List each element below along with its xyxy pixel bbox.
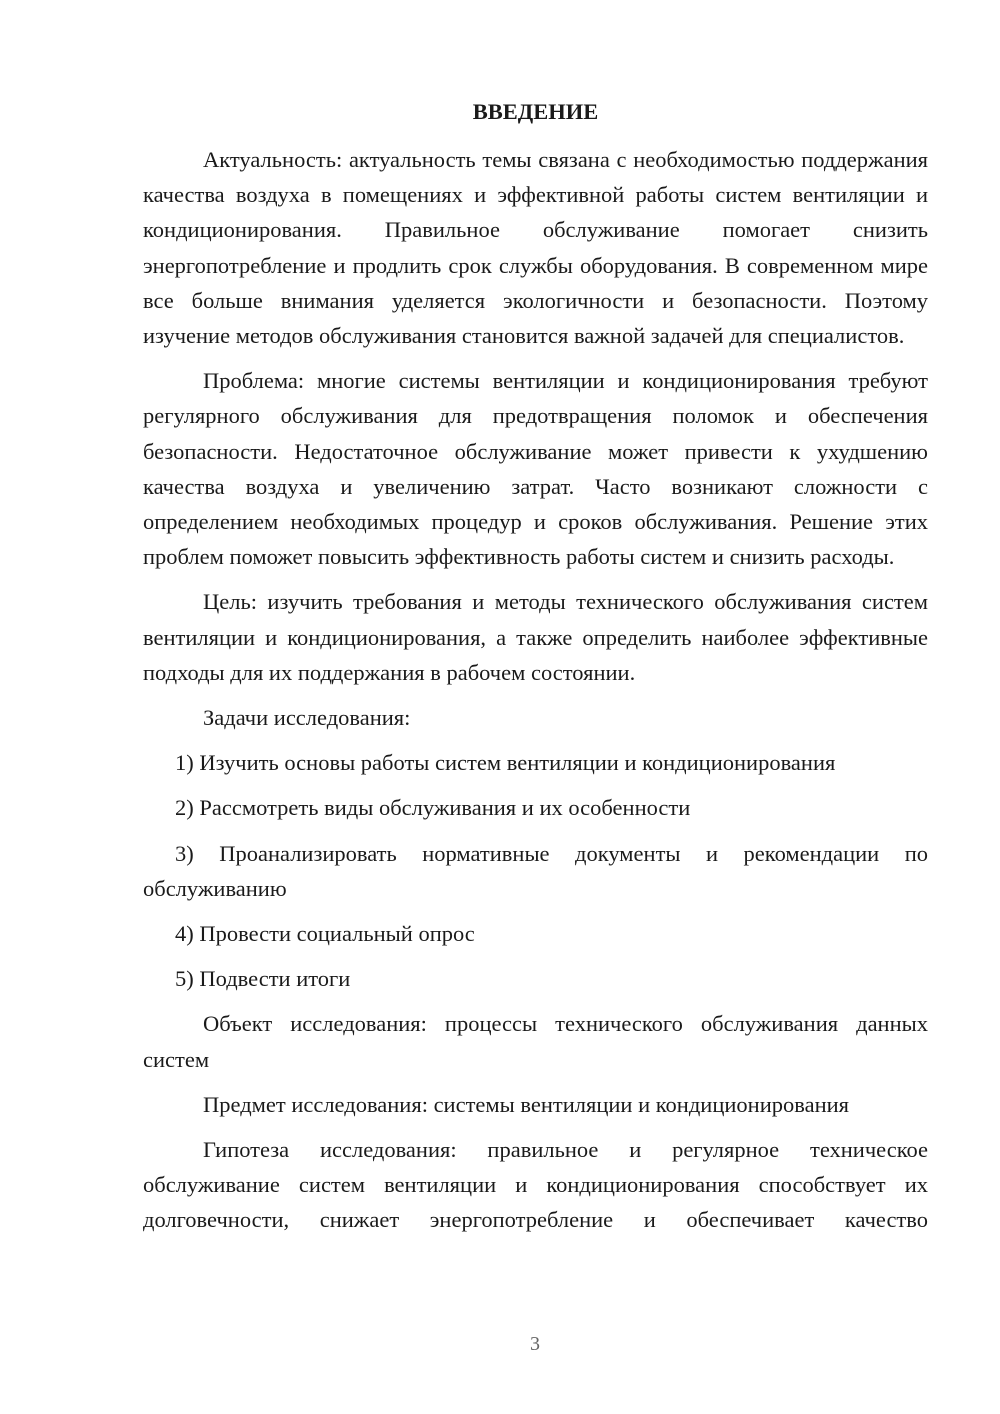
subject-paragraph: Предмет исследования: системы вентиляции и кондиционирования (203, 1091, 849, 1117)
tasks-heading: Задачи исследования: (203, 705, 411, 731)
hypothesis-paragraph: Гипотеза исследования: правильное и регулярное техническое обслуживание систем вентиляции и кондиционирования способствует их долговечности, снижает энергопотребление и обеспечивает качество (143, 1137, 928, 1233)
document-page (143, 94, 928, 1248)
section-title: ВВЕДЕНИЕ (472, 99, 599, 124)
object-paragraph: Объект исследования: процессы технического обслуживания данных систем (143, 1011, 928, 1072)
page-number: 3 (530, 1333, 540, 1355)
task-item-4: 4) Провести социальный опрос (175, 921, 475, 947)
task-item-5: 5) Подвести итоги (175, 966, 351, 992)
relevance-paragraph: Актуальность: актуальность темы связана с необходимостью поддержания качества воздуха в помещениях и эффективной работы систем вентиляции и кондиционирования. Правильное обслуживание помогает снизить энергопотребление и продлить срок службы оборудования. В современном мире все больше внимания уделяется экологичности и безопасности. Поэтому изучение методов обслуживания становится важной задачей для специалистов. (143, 147, 928, 349)
task-item-1: 1) Изучить основы работы систем вентиляции и кондиционирования (175, 750, 836, 776)
task-item-3: 3) Проанализировать нормативные документы и рекомендации по обслуживанию (143, 840, 928, 901)
task-item-2: 2) Рассмотреть виды обслуживания и их особенности (175, 795, 691, 821)
goal-paragraph: Цель: изучить требования и методы технического обслуживания систем вентиляции и кондиционирования, а также определить наиболее эффективные подходы для их поддержания в рабочем состоянии. (143, 589, 928, 685)
problem-paragraph: Проблема: многие системы вентиляции и кондиционирования требуют регулярного обслуживания для предотвращения поломок и обеспечения безопасности. Недостаточное обслуживание может привести к ухудшению качества воздуха и увеличению затрат. Часто возникают сложности с определением необходимых процедур и сроков обслуживания. Решение этих проблем поможет повысить эффективность работы систем и снизить расходы. (143, 368, 928, 570)
